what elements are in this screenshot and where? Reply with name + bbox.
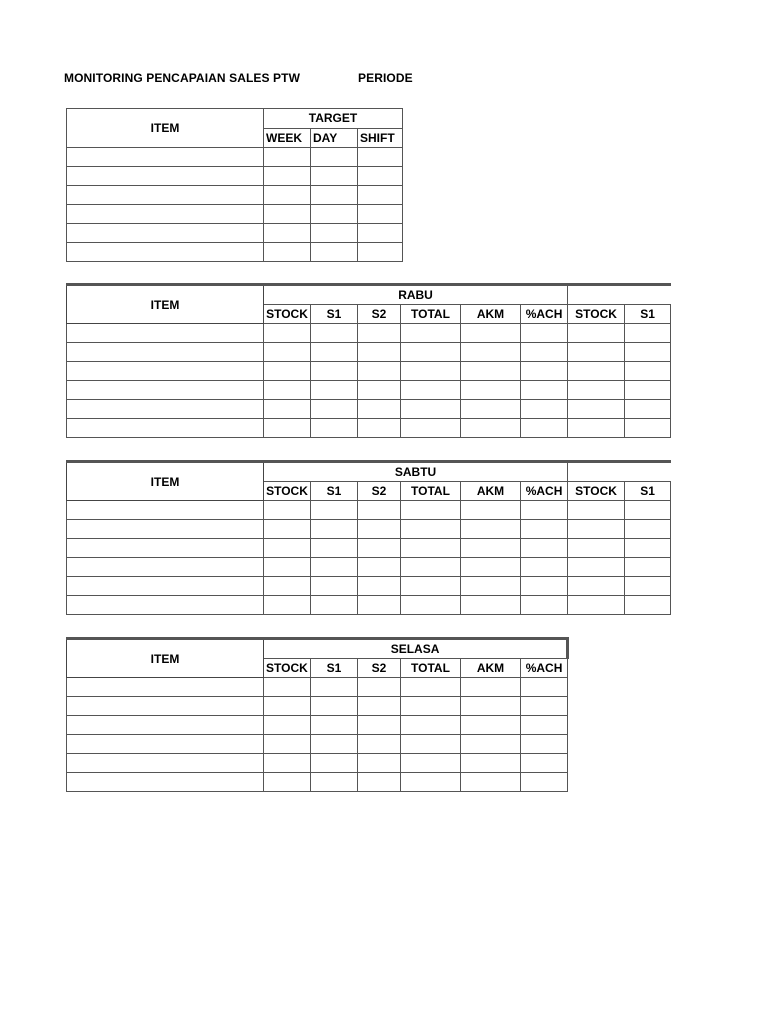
cell[interactable] xyxy=(401,735,461,754)
col-akm: AKM xyxy=(461,659,521,678)
cell[interactable] xyxy=(461,773,521,792)
cell[interactable] xyxy=(311,558,358,577)
cell[interactable] xyxy=(358,343,401,362)
cell[interactable] xyxy=(67,678,264,697)
cell[interactable] xyxy=(358,243,403,262)
cell[interactable] xyxy=(358,224,403,243)
cell[interactable] xyxy=(625,324,671,343)
sabtu-table xyxy=(66,460,671,615)
day-header-rabu: RABU xyxy=(264,285,568,305)
cell[interactable] xyxy=(311,678,358,697)
cell[interactable] xyxy=(264,577,311,596)
cell[interactable] xyxy=(461,577,521,596)
cell[interactable] xyxy=(521,381,568,400)
cell[interactable] xyxy=(358,697,401,716)
cell[interactable] xyxy=(264,678,311,697)
col-shift: SHIFT xyxy=(358,128,403,148)
col-s1: S1 xyxy=(311,482,358,501)
cell[interactable] xyxy=(358,167,403,186)
cell[interactable] xyxy=(67,735,264,754)
cell[interactable] xyxy=(358,324,401,343)
cell[interactable] xyxy=(461,678,521,697)
cell[interactable] xyxy=(311,343,358,362)
cell[interactable] xyxy=(625,400,671,419)
cell[interactable] xyxy=(625,343,671,362)
cell[interactable] xyxy=(625,419,671,438)
table-row xyxy=(67,362,671,381)
cell[interactable] xyxy=(401,577,461,596)
cell[interactable] xyxy=(311,697,358,716)
cell[interactable] xyxy=(401,362,461,381)
table-row xyxy=(67,186,403,205)
cell[interactable] xyxy=(461,558,521,577)
cell[interactable] xyxy=(521,754,568,773)
cell[interactable] xyxy=(358,419,401,438)
cell[interactable] xyxy=(461,596,521,615)
day-header-sabtu: SABTU xyxy=(264,462,568,482)
cell[interactable] xyxy=(521,324,568,343)
cell[interactable] xyxy=(264,167,311,186)
cell[interactable] xyxy=(311,754,358,773)
cell[interactable] xyxy=(521,539,568,558)
cell[interactable] xyxy=(568,577,625,596)
table-row xyxy=(67,773,568,792)
cell[interactable] xyxy=(264,501,311,520)
cell[interactable] xyxy=(358,148,403,167)
col-stock: STOCK xyxy=(264,482,311,501)
item-header: ITEM xyxy=(67,285,264,324)
col-total: TOTAL xyxy=(401,482,461,501)
cell[interactable] xyxy=(67,539,264,558)
cell[interactable] xyxy=(625,577,671,596)
col-day: DAY xyxy=(311,128,358,148)
cell[interactable] xyxy=(358,400,401,419)
cell[interactable] xyxy=(264,362,311,381)
col-stock: STOCK xyxy=(264,659,311,678)
table-row xyxy=(67,501,671,520)
cell[interactable] xyxy=(401,558,461,577)
table-row xyxy=(67,697,568,716)
col-s2: S2 xyxy=(358,305,401,324)
cell[interactable] xyxy=(67,343,264,362)
cell[interactable] xyxy=(461,697,521,716)
table-row xyxy=(67,148,403,167)
cell[interactable] xyxy=(401,400,461,419)
cell[interactable] xyxy=(311,735,358,754)
table-row xyxy=(67,419,671,438)
cell[interactable] xyxy=(401,520,461,539)
cell[interactable] xyxy=(461,501,521,520)
cell[interactable] xyxy=(568,520,625,539)
table-row xyxy=(67,205,403,224)
cell[interactable] xyxy=(521,735,568,754)
cell[interactable] xyxy=(625,539,671,558)
table-row xyxy=(67,243,403,262)
cell[interactable] xyxy=(568,400,625,419)
cell[interactable] xyxy=(461,520,521,539)
table-row xyxy=(67,539,671,558)
cell[interactable] xyxy=(568,324,625,343)
cell[interactable] xyxy=(264,773,311,792)
cell[interactable] xyxy=(358,773,401,792)
cell[interactable] xyxy=(264,343,311,362)
cell[interactable] xyxy=(311,167,358,186)
item-header: ITEM xyxy=(67,639,264,678)
table-row xyxy=(67,520,671,539)
cell[interactable] xyxy=(311,400,358,419)
cell[interactable] xyxy=(67,381,264,400)
cell[interactable] xyxy=(311,224,358,243)
cell[interactable] xyxy=(521,577,568,596)
report-title: MONITORING PENCAPAIAN SALES PTW xyxy=(64,71,300,85)
cell[interactable] xyxy=(521,419,568,438)
col-s1-next: S1 xyxy=(625,482,671,501)
cell[interactable] xyxy=(67,716,264,735)
cell[interactable] xyxy=(521,343,568,362)
cell[interactable] xyxy=(568,419,625,438)
cell[interactable] xyxy=(358,716,401,735)
table-row xyxy=(67,224,403,243)
cell[interactable] xyxy=(461,343,521,362)
cell[interactable] xyxy=(521,678,568,697)
periode-label: PERIODE xyxy=(358,71,413,85)
cell[interactable] xyxy=(461,419,521,438)
col-total: TOTAL xyxy=(401,659,461,678)
cell[interactable] xyxy=(311,577,358,596)
table-row xyxy=(67,343,671,362)
cell[interactable] xyxy=(67,419,264,438)
target-header: TARGET xyxy=(264,109,403,129)
cell[interactable] xyxy=(311,501,358,520)
cell[interactable] xyxy=(264,596,311,615)
cell[interactable] xyxy=(358,558,401,577)
cell[interactable] xyxy=(521,716,568,735)
cell[interactable] xyxy=(358,362,401,381)
col-s1: S1 xyxy=(311,305,358,324)
col-s2: S2 xyxy=(358,659,401,678)
selasa-table xyxy=(66,637,569,792)
item-header: ITEM xyxy=(67,462,264,501)
cell[interactable] xyxy=(264,558,311,577)
cell[interactable] xyxy=(264,186,311,205)
col-akm: AKM xyxy=(461,482,521,501)
col-stock: STOCK xyxy=(264,305,311,324)
cell[interactable] xyxy=(264,400,311,419)
cell[interactable] xyxy=(264,520,311,539)
table-row xyxy=(67,381,671,400)
cell[interactable] xyxy=(401,419,461,438)
cell[interactable] xyxy=(625,558,671,577)
cell[interactable] xyxy=(625,520,671,539)
cell[interactable] xyxy=(311,186,358,205)
cell[interactable] xyxy=(358,754,401,773)
table-row xyxy=(67,167,403,186)
cell[interactable] xyxy=(264,754,311,773)
cell[interactable] xyxy=(311,243,358,262)
table-row xyxy=(67,754,568,773)
cell[interactable] xyxy=(401,716,461,735)
col-s2: S2 xyxy=(358,482,401,501)
cell[interactable] xyxy=(264,735,311,754)
cell[interactable] xyxy=(358,678,401,697)
cell[interactable] xyxy=(67,362,264,381)
cell[interactable] xyxy=(461,362,521,381)
day-header-next xyxy=(568,462,671,482)
day-header-next xyxy=(568,285,671,305)
cell[interactable] xyxy=(401,501,461,520)
col-s1: S1 xyxy=(311,659,358,678)
cell[interactable] xyxy=(311,148,358,167)
rabu-table xyxy=(66,283,671,438)
col-akm: AKM xyxy=(461,305,521,324)
cell[interactable] xyxy=(67,577,264,596)
cell[interactable] xyxy=(264,324,311,343)
cell[interactable] xyxy=(67,224,264,243)
cell[interactable] xyxy=(311,381,358,400)
cell[interactable] xyxy=(311,205,358,224)
col-s1-next: S1 xyxy=(625,305,671,324)
cell[interactable] xyxy=(67,754,264,773)
cell[interactable] xyxy=(311,773,358,792)
cell[interactable] xyxy=(568,362,625,381)
table-row xyxy=(67,735,568,754)
cell[interactable] xyxy=(264,205,311,224)
cell[interactable] xyxy=(401,754,461,773)
day-header-selasa: SELASA xyxy=(264,639,568,659)
cell[interactable] xyxy=(67,773,264,792)
cell[interactable] xyxy=(521,773,568,792)
cell[interactable] xyxy=(67,697,264,716)
cell[interactable] xyxy=(461,381,521,400)
cell[interactable] xyxy=(521,596,568,615)
cell[interactable] xyxy=(358,186,403,205)
cell[interactable] xyxy=(521,520,568,539)
cell[interactable] xyxy=(264,224,311,243)
cell[interactable] xyxy=(358,735,401,754)
item-header: ITEM xyxy=(67,109,264,148)
cell[interactable] xyxy=(264,697,311,716)
cell[interactable] xyxy=(401,773,461,792)
col-week: WEEK xyxy=(264,128,311,148)
cell[interactable] xyxy=(358,577,401,596)
cell[interactable] xyxy=(264,148,311,167)
cell[interactable] xyxy=(625,381,671,400)
cell[interactable] xyxy=(67,400,264,419)
col-stock-next: STOCK xyxy=(568,482,625,501)
cell[interactable] xyxy=(625,362,671,381)
cell[interactable] xyxy=(521,362,568,381)
cell[interactable] xyxy=(67,167,264,186)
col-ach: %ACH xyxy=(521,659,568,678)
cell[interactable] xyxy=(568,596,625,615)
cell[interactable] xyxy=(568,343,625,362)
cell[interactable] xyxy=(521,558,568,577)
cell[interactable] xyxy=(358,596,401,615)
cell[interactable] xyxy=(311,596,358,615)
cell[interactable] xyxy=(401,381,461,400)
cell[interactable] xyxy=(264,381,311,400)
cell[interactable] xyxy=(401,596,461,615)
cell[interactable] xyxy=(358,520,401,539)
cell[interactable] xyxy=(67,324,264,343)
cell[interactable] xyxy=(401,697,461,716)
cell[interactable] xyxy=(311,520,358,539)
cell[interactable] xyxy=(461,716,521,735)
cell[interactable] xyxy=(67,520,264,539)
cell[interactable] xyxy=(461,754,521,773)
cell[interactable] xyxy=(311,419,358,438)
cell[interactable] xyxy=(264,419,311,438)
cell[interactable] xyxy=(401,539,461,558)
col-total: TOTAL xyxy=(401,305,461,324)
table-row xyxy=(67,558,671,577)
cell[interactable] xyxy=(521,501,568,520)
col-stock-next: STOCK xyxy=(568,305,625,324)
table-row xyxy=(67,596,671,615)
table-row xyxy=(67,678,568,697)
cell[interactable] xyxy=(264,716,311,735)
table-row xyxy=(67,577,671,596)
cell[interactable] xyxy=(461,400,521,419)
cell[interactable] xyxy=(264,243,311,262)
cell[interactable] xyxy=(461,735,521,754)
table-row xyxy=(67,400,671,419)
table-row xyxy=(67,716,568,735)
cell[interactable] xyxy=(311,324,358,343)
cell[interactable] xyxy=(311,716,358,735)
cell[interactable] xyxy=(461,324,521,343)
cell[interactable] xyxy=(358,381,401,400)
col-ach: %ACH xyxy=(521,305,568,324)
cell[interactable] xyxy=(67,558,264,577)
cell[interactable] xyxy=(568,558,625,577)
cell[interactable] xyxy=(568,501,625,520)
cell[interactable] xyxy=(568,539,625,558)
col-ach: %ACH xyxy=(521,482,568,501)
cell[interactable] xyxy=(67,501,264,520)
cell[interactable] xyxy=(401,324,461,343)
cell[interactable] xyxy=(521,697,568,716)
cell[interactable] xyxy=(358,539,401,558)
cell[interactable] xyxy=(568,381,625,400)
cell[interactable] xyxy=(358,205,403,224)
target-table xyxy=(66,108,403,262)
cell[interactable] xyxy=(311,362,358,381)
cell[interactable] xyxy=(264,539,311,558)
cell[interactable] xyxy=(358,501,401,520)
table-row xyxy=(67,324,671,343)
cell[interactable] xyxy=(67,596,264,615)
cell[interactable] xyxy=(625,596,671,615)
cell[interactable] xyxy=(625,501,671,520)
cell[interactable] xyxy=(401,678,461,697)
cell[interactable] xyxy=(67,148,264,167)
cell[interactable] xyxy=(401,343,461,362)
cell[interactable] xyxy=(461,539,521,558)
cell[interactable] xyxy=(521,400,568,419)
cell[interactable] xyxy=(67,205,264,224)
cell[interactable] xyxy=(67,186,264,205)
cell[interactable] xyxy=(311,539,358,558)
cell[interactable] xyxy=(67,243,264,262)
